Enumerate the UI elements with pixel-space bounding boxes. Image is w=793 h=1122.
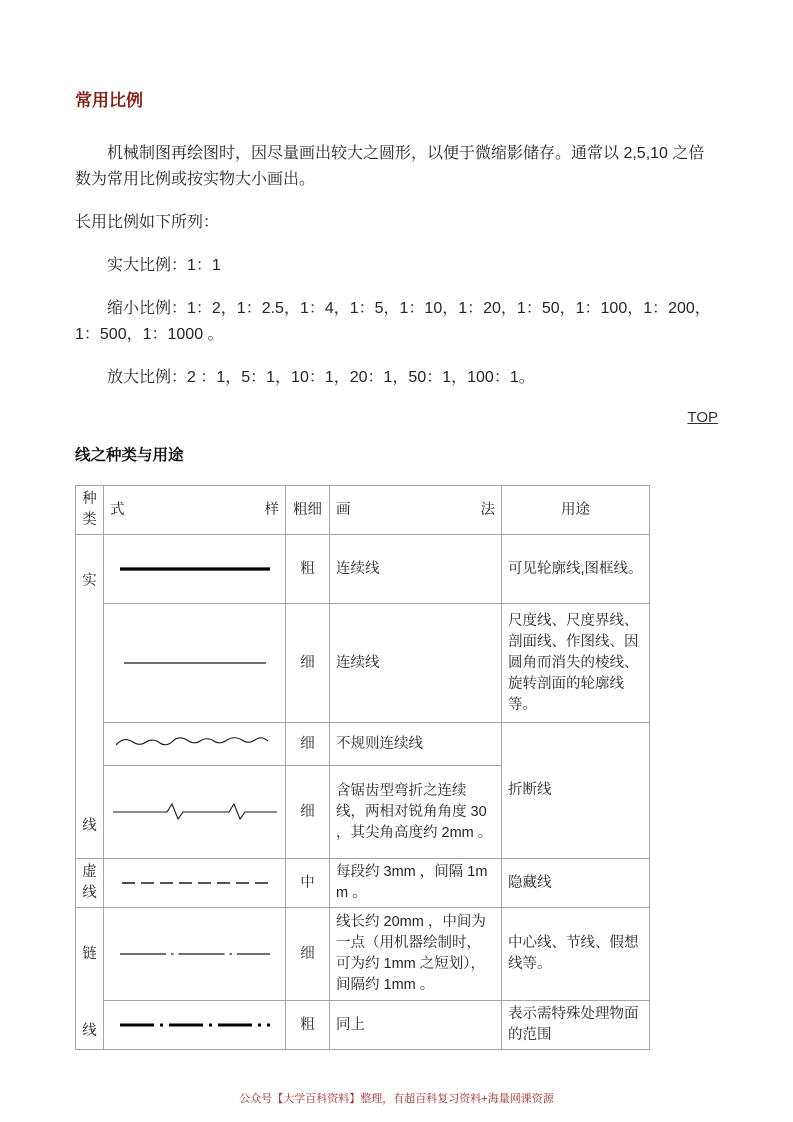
table-cell-method: 不规则连续线 (330, 723, 502, 766)
table-cell-usage: 折断线 (502, 723, 650, 859)
paragraph-list-intro: 长用比例如下所列： (75, 214, 220, 231)
table-cell-weight: 细 (286, 723, 330, 766)
table-cell-method: 每段约 3mm ，间隔 1mm 。 (330, 859, 502, 908)
table-cell-method: 连续线 (330, 535, 502, 604)
table-cell-method: 线长约 20mm ，中间为一点（用机器绘制时，可为约 1mm 之短划），间隔约 1mm 。 (330, 908, 502, 1001)
table-header-method: 画法 (330, 486, 502, 535)
table-cell-usage: 表示需特殊处理物面的范围 (502, 1001, 650, 1050)
table-header-kind: 种类 (76, 486, 104, 535)
table-cell-sample (104, 766, 286, 859)
table-cell-weight: 粗 (286, 1001, 330, 1050)
table-header-usage: 用途 (502, 486, 650, 535)
top-link-row (75, 409, 718, 427)
thin-solid-line-icon (120, 656, 270, 670)
table-cell-kind-chain (76, 908, 104, 1050)
document-content (75, 86, 720, 1050)
table-cell-sample (104, 535, 286, 604)
lines-section-title: 线之种类与用途 (75, 447, 184, 464)
kind-chain-bottom-char: 线 (82, 1022, 97, 1039)
table-cell-kind-solid (76, 535, 104, 859)
top-link[interactable]: TOP (687, 409, 718, 426)
table-cell-method: 连续线 (330, 604, 502, 723)
paragraph-intro: 机械制图再绘图时，因尽量画出较大之圆形，以便于微缩影储存。通常以 2,5,10 之倍数为常用比例或按实物大小画出。 (75, 145, 705, 188)
line-types-table (75, 485, 650, 1050)
table-cell-weight: 粗 (286, 535, 330, 604)
paragraph-full-scale: 实大比例：1：1 (107, 257, 221, 274)
table-cell-sample (104, 723, 286, 766)
table-cell-method: 同上 (330, 1001, 502, 1050)
kind-solid-bottom-char: 线 (82, 817, 97, 834)
table-cell-sample (104, 604, 286, 723)
kind-chain-top-char: 链 (82, 945, 97, 962)
table-cell-usage: 中心线、节线、假想线等。 (502, 908, 650, 1001)
table-header-row (76, 486, 650, 535)
table-cell-usage: 隐藏线 (502, 859, 650, 908)
thick-solid-line-icon (115, 562, 275, 576)
footer-note: 公众号【大学百科资料】整理，有超百科复习资料+海量网课资源 (239, 1093, 554, 1105)
table-cell-weight: 细 (286, 908, 330, 1001)
table-cell-sample (104, 908, 286, 1001)
table-cell-kind-dashed: 虚线 (76, 859, 104, 908)
table-cell-sample (104, 859, 286, 908)
table-cell-usage: 可见轮廓线,图框线。 (502, 535, 650, 604)
table-header-sample: 式样 (104, 486, 286, 535)
paragraph-enlarge-scale: 放大比例：2 ：1，5：1，10：1，20：1，50：1，100：1。 (107, 369, 535, 386)
scale-section-title: 常用比例 (75, 91, 143, 110)
table-cell-weight: 细 (286, 604, 330, 723)
table-header-weight: 粗细 (286, 486, 330, 535)
table-cell-weight: 中 (286, 859, 330, 908)
table-cell-method: 含锯齿型弯折之连续线，两相对锐角角度 30 ，其尖角高度约 2mm 。 (330, 766, 502, 859)
irregular-continuous-line-icon (114, 735, 276, 753)
table-cell-weight: 细 (286, 766, 330, 859)
table-row (76, 723, 650, 766)
table-row (76, 1001, 650, 1050)
table-cell-sample (104, 1001, 286, 1050)
paragraph-reduce-scale: 缩小比例：1：2，1：2.5，1：4，1：5，1：10，1：20，1：50，1：100，1：200，1：500，1：1000 。 (75, 300, 711, 343)
kind-solid-top-char: 实 (82, 572, 97, 589)
thick-chain-line-icon (117, 1018, 273, 1032)
thin-chain-line-icon (117, 947, 273, 961)
table-row (76, 535, 650, 604)
table-row (76, 604, 650, 723)
table-row (76, 908, 650, 1001)
table-row (76, 859, 650, 908)
dashed-line-icon (119, 876, 271, 890)
table-cell-usage: 尺度线、尺度界线、剖面线、作图线、因圆角而消失的棱线、旋转剖面的轮廓线等。 (502, 604, 650, 723)
zigzag-break-line-icon (111, 801, 279, 823)
